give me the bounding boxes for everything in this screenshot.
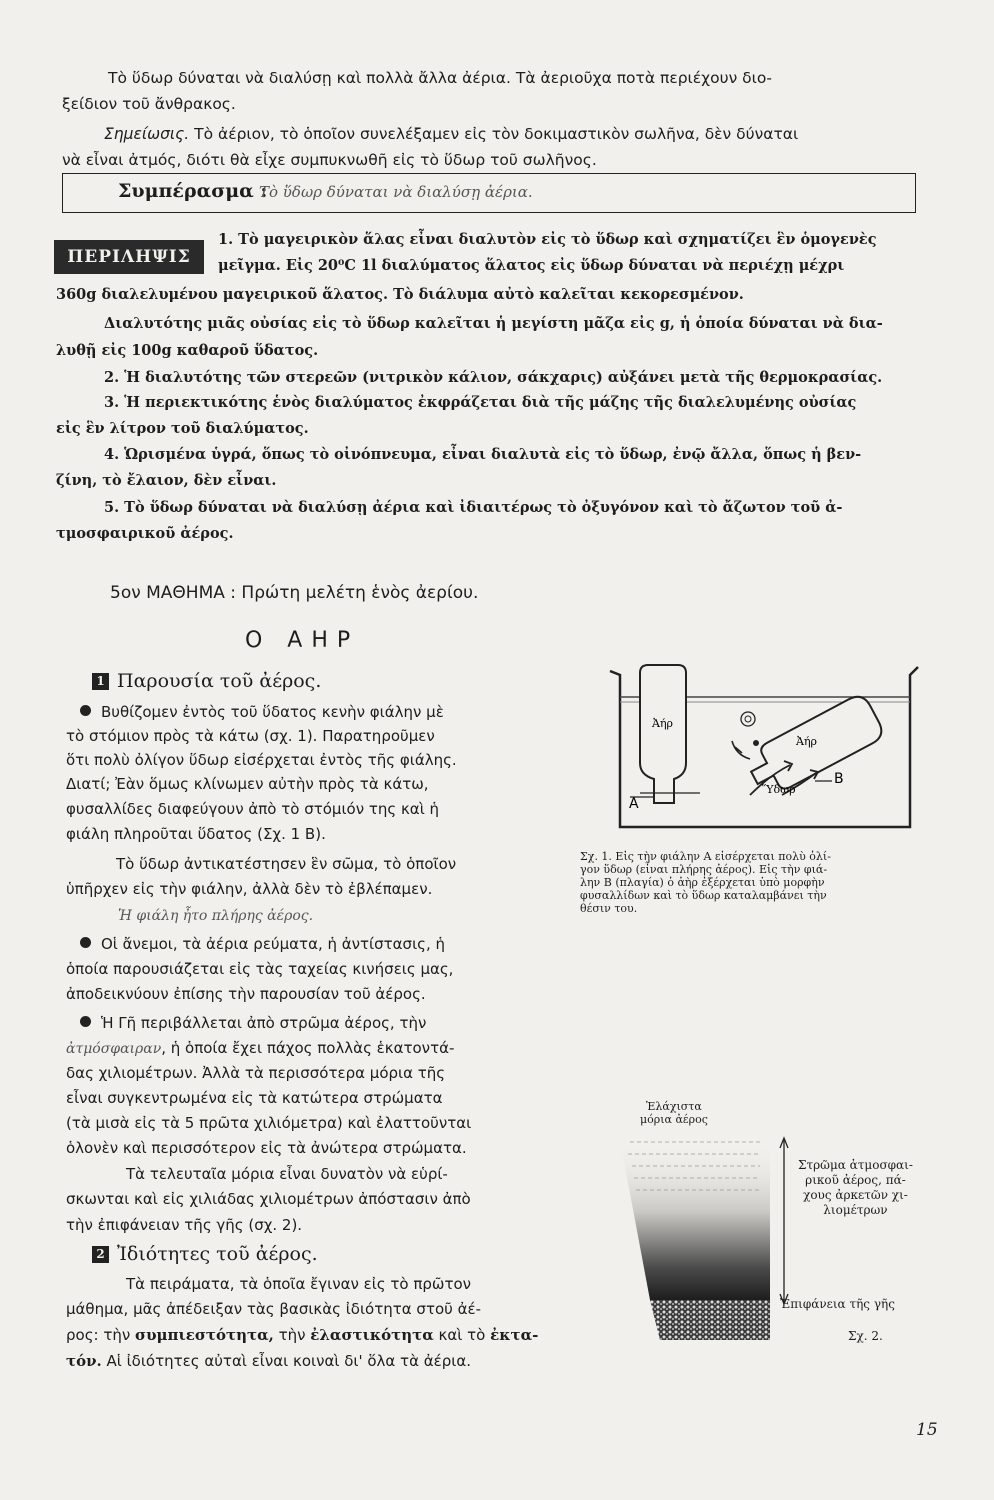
bubble-icon bbox=[745, 716, 751, 722]
page-number: 15 bbox=[916, 1420, 938, 1440]
body-line: Τὰ τελευταῖα μόρια εἶναι δυνατὸν νὰ εὑρί- bbox=[126, 1165, 448, 1183]
section-2-heading bbox=[92, 1243, 318, 1265]
body-line: Διατί; Ἐὰν ὅμως κλίνωμεν αὐτὴν πρὸς τὰ κάτω, bbox=[66, 775, 429, 793]
lesson-subject: Ο ΑΗΡ bbox=[245, 628, 360, 653]
body-line: ὁλονὲν καὶ περισσότερον εἰς τὰ ἀνώτερα στρώματα. bbox=[66, 1139, 467, 1157]
note-text: Τὸ ἀέριον, τὸ ὁποῖον συνελέξαμεν εἰς τὸν δοκιμαστικὸν σωλῆνα, δὲν δύναται bbox=[189, 125, 799, 143]
note-line-1 bbox=[104, 122, 798, 146]
summary-line: μεῖγμα. Εἰς 20⁰C 1l διαλύματος ἅλατος εἰς ὕδωρ δύναται νὰ περιέχῃ μέχρι bbox=[218, 257, 845, 274]
arrow-icon bbox=[732, 741, 750, 759]
label-b: B bbox=[834, 771, 844, 787]
body-line: ἀποδεικνύουν ἐπίσης τὴν παρουσίαν τοῦ ἀέρος. bbox=[66, 985, 426, 1003]
summary-line: εἰς ἓν λίτρον τοῦ διαλύματος. bbox=[56, 420, 309, 437]
section-2-title: Ἰδιότητες τοῦ ἀέρος. bbox=[117, 1243, 318, 1265]
intro-line-2: ξείδιον τοῦ ἄνθρακος. bbox=[62, 95, 236, 113]
conclusion-label: Συμπέρασμα : bbox=[118, 180, 268, 202]
bullet-icon bbox=[80, 705, 91, 716]
body-text: Ἡ Γῆ περιβάλλεται ἀπὸ στρῶμα ἀέρος, τὴν bbox=[101, 1014, 427, 1032]
note-label: Σημείωσις. bbox=[104, 125, 190, 143]
summary-line: 1. Τὸ μαγειρικὸν ἅλας εἶναι διαλυτὸν εἰς τὸ ὕδωρ καὶ σχηματίζει ἓν ὁμογενὲς bbox=[218, 231, 877, 248]
bubble-icon bbox=[753, 740, 759, 746]
figure-2-top-label bbox=[640, 1100, 708, 1126]
body-text: Βυθίζομεν ἐντὸς τοῦ ὕδατος κενὴν φιάλην μὲ bbox=[101, 703, 444, 721]
body-text: ρος: τὴν bbox=[66, 1326, 136, 1344]
caption-line: ρικοῦ ἀέρος, πά- bbox=[805, 1173, 906, 1187]
bullet-icon bbox=[80, 1016, 91, 1027]
summary-line: Διαλυτότης μιᾶς οὐσίας εἰς τὸ ὕδωρ καλεῖται ἡ μεγίστη μᾶζα εἰς g, ἡ ὁποία δύναται νὰ δια- bbox=[104, 315, 883, 332]
caption-line: θέσιν του. bbox=[580, 902, 638, 915]
body-text: καὶ τὸ bbox=[433, 1326, 491, 1344]
body-line: ὅτι πολὺ ὀλίγον ὕδωρ εἰσέρχεται ἐντὸς τῆς φιάλης. bbox=[66, 751, 457, 769]
body-line: φιάλη πληροῦται ὕδατος (Σχ. 1 Β). bbox=[66, 825, 326, 843]
summary-line: τμοσφαιρικοῦ ἀέρος. bbox=[56, 525, 234, 542]
figure-2-caption: Σχ. 2. bbox=[848, 1329, 883, 1343]
summary-line: 5. Τὸ ὕδωρ δύναται νὰ διαλύσῃ ἀέρια καὶ ἰδιαιτέρως τὸ ὀξυγόνον καὶ τὸ ἄζωτον τοῦ ἀ- bbox=[104, 499, 843, 516]
body-line: τὴν ἐπιφάνειαν τῆς γῆς (σχ. 2). bbox=[66, 1216, 303, 1234]
body-line: μάθημα, μᾶς ἀπέδειξαν τὰς βασικὰς ἰδιότητα στοῦ ἀέ- bbox=[66, 1300, 482, 1318]
body-line: Τὰ πειράματα, τὰ ὁποῖα ἔγιναν εἰς τὸ πρῶτον bbox=[126, 1275, 472, 1293]
summary-line: 2. Ἡ διαλυτότης τῶν στερεῶν (νιτρικὸν κάλιον, σάκχαρις) αὐξάνει μετὰ τῆς θερμοκρασίας. bbox=[104, 369, 883, 386]
body-line bbox=[80, 1011, 580, 1035]
body-line: Τὸ ὕδωρ ἀντικατέστησεν ἓν σῶμα, τὸ ὁποῖον bbox=[116, 855, 457, 873]
body-line: (τὰ μισὰ εἰς τὰ 5 πρῶτα χιλιόμετρα) καὶ ἐλαττοῦνται bbox=[66, 1114, 472, 1132]
body-line bbox=[80, 932, 580, 956]
body-line: σκωνται καὶ εἰς χιλιάδας χιλιομέτρων ἀπόστασιν ἀπὸ bbox=[66, 1190, 471, 1208]
summary-line: 4. Ὡρισμένα ὑγρά, ὅπως τὸ οἰνόπνευμα, εἶναι διαλυτὰ εἰς τὸ ὕδωρ, ἐνῷ ἄλλα, ὅπως ἡ βεν- bbox=[104, 446, 862, 463]
note-line-2: νὰ εἶναι ἀτμός, διότι θὰ εἶχε συμπυκνωθῆ εἰς τὸ ὕδωρ τοῦ σωλῆνος. bbox=[62, 151, 597, 169]
caption-line: Σχ. 1. Εἰς τὴν φιάλην Α εἰσέρχεται πολὺ ὀλί- bbox=[580, 850, 831, 863]
caption-line: λιομέτρων bbox=[823, 1203, 888, 1217]
figure-1-diagram bbox=[600, 655, 930, 835]
label-air-a: Ἀήρ bbox=[652, 717, 674, 730]
caption-line: γον ὕδωρ (εἶναι πλήρης ἀέρος). Εἰς τὴν φιά- bbox=[580, 863, 828, 876]
caption-line: χους ἀρκετῶν χι- bbox=[803, 1188, 908, 1202]
summary-line: λυθῇ εἰς 100g καθαροῦ ὕδατος. bbox=[56, 342, 319, 359]
body-line bbox=[66, 1349, 566, 1373]
conclusion-text: Τὸ ὕδωρ δύναται νὰ διαλύσῃ ἀέρια. bbox=[259, 183, 533, 201]
body-line bbox=[66, 1036, 566, 1061]
section-1-number: 1 bbox=[92, 673, 109, 690]
figure-1-caption bbox=[580, 850, 831, 915]
body-line-italic: Ἡ φιάλη ἦτο πλήρης ἀέρος. bbox=[118, 908, 314, 924]
body-text: Οἱ ἄνεμοι, τὰ ἀέρια ρεύματα, ἡ ἀντίστασις, ἡ bbox=[101, 935, 445, 953]
summary-line: ζίνη, τὸ ἔλαιον, δὲν εἶναι. bbox=[56, 472, 277, 489]
bold-term: ἐκτα- bbox=[490, 1326, 539, 1344]
section-1-title: Παρουσία τοῦ ἀέρος. bbox=[117, 670, 322, 692]
summary-badge: ΠΕΡΙΛΗΨΙΣ bbox=[54, 240, 204, 274]
bottle-a bbox=[640, 665, 686, 803]
bold-term: τόν. bbox=[66, 1352, 102, 1370]
label-a: A bbox=[629, 796, 639, 812]
body-line bbox=[80, 700, 580, 724]
bold-term: συμπιεστότητα, bbox=[135, 1326, 274, 1344]
caption-line: φυσαλλίδων καὶ τὸ ὕδωρ καταλαμβάνει τὴν bbox=[580, 889, 827, 902]
body-line: φυσαλλίδες διαφεύγουν ἀπὸ τὸ στόμιόν της καὶ ἡ bbox=[66, 800, 440, 818]
earth-surface-ground bbox=[650, 1300, 770, 1340]
atmosphere-layer bbox=[620, 1140, 770, 1300]
body-line: εἶναι συγκεντρωμένα εἰς τὰ κατώτερα στρώματα bbox=[66, 1089, 443, 1107]
figure-2-diagram bbox=[620, 1130, 800, 1370]
body-text: , ἡ ὁποία ἔχει πάχος πολλὰς ἑκατοντά- bbox=[161, 1039, 455, 1057]
label-water: Ὕδωρ bbox=[762, 783, 796, 796]
bubble-icon bbox=[741, 712, 755, 726]
caption-line: μόρια ἀέρος bbox=[640, 1113, 708, 1126]
body-line bbox=[66, 1323, 566, 1347]
figure-2-side-label bbox=[798, 1158, 913, 1218]
bullet-icon bbox=[80, 937, 91, 948]
body-line: τὸ στόμιον πρὸς τὰ κάτω (σχ. 1). Παρατηροῦμεν bbox=[66, 727, 435, 745]
bold-term: ἐλαστικότητα bbox=[310, 1326, 434, 1344]
body-line: ὁποία παρουσιάζεται εἰς τὰς ταχείας κινήσεις μας, bbox=[66, 960, 454, 978]
conclusion-box bbox=[62, 173, 916, 213]
body-text: Αἱ ἰδιότητες αὐταὶ εἶναι κοιναὶ δι' ὅλα τὰ ἀέρια. bbox=[101, 1352, 471, 1370]
label-air-b: Ἀήρ bbox=[796, 735, 818, 748]
caption-line: Στρῶμα ἀτμοσφαι- bbox=[798, 1158, 913, 1172]
summary-line: 3. Ἡ περιεκτικότης ἑνὸς διαλύματος ἐκφράζεται διὰ τῆς μάζης τῆς διαλελυμένης οὐσίας bbox=[104, 394, 857, 411]
body-text: τὴν bbox=[273, 1326, 311, 1344]
caption-line: Ἐλάχιστα bbox=[646, 1100, 702, 1113]
lesson-title: 5ον ΜΑΘΗΜΑ : Πρώτη μελέτη ἑνὸς ἀερίου. bbox=[110, 583, 479, 603]
figure-2-bottom-label: Ἐπιφάνεια τῆς γῆς bbox=[780, 1297, 895, 1311]
italic-term: ἀτμόσφαιραν bbox=[66, 1041, 162, 1057]
body-line: δας χιλιομέτρων. Ἀλλὰ τὰ περισσότερα μόρια τῆς bbox=[66, 1064, 446, 1082]
body-line: ὑπῆρχεν εἰς τὴν φιάλην, ἀλλὰ δὲν τὸ ἐβλέπαμεν. bbox=[66, 880, 433, 898]
summary-line: 360g διαλελυμένου μαγειρικοῦ ἅλατος. Τὸ διάλυμα αὐτὸ καλεῖται κεκορεσμένον. bbox=[56, 286, 744, 303]
section-2-number: 2 bbox=[92, 1246, 109, 1263]
section-1-heading bbox=[92, 670, 321, 692]
caption-line: λην Β (πλαγία) ὁ ἀὴρ ἐξέρχεται ὑπὸ μορφὴν bbox=[580, 876, 825, 889]
intro-line-1: Τὸ ὕδωρ δύναται νὰ διαλύσῃ καὶ πολλὰ ἄλλα ἀέρια. Τὰ ἀεριοῦχα ποτὰ περιέχουν διο- bbox=[108, 69, 772, 87]
